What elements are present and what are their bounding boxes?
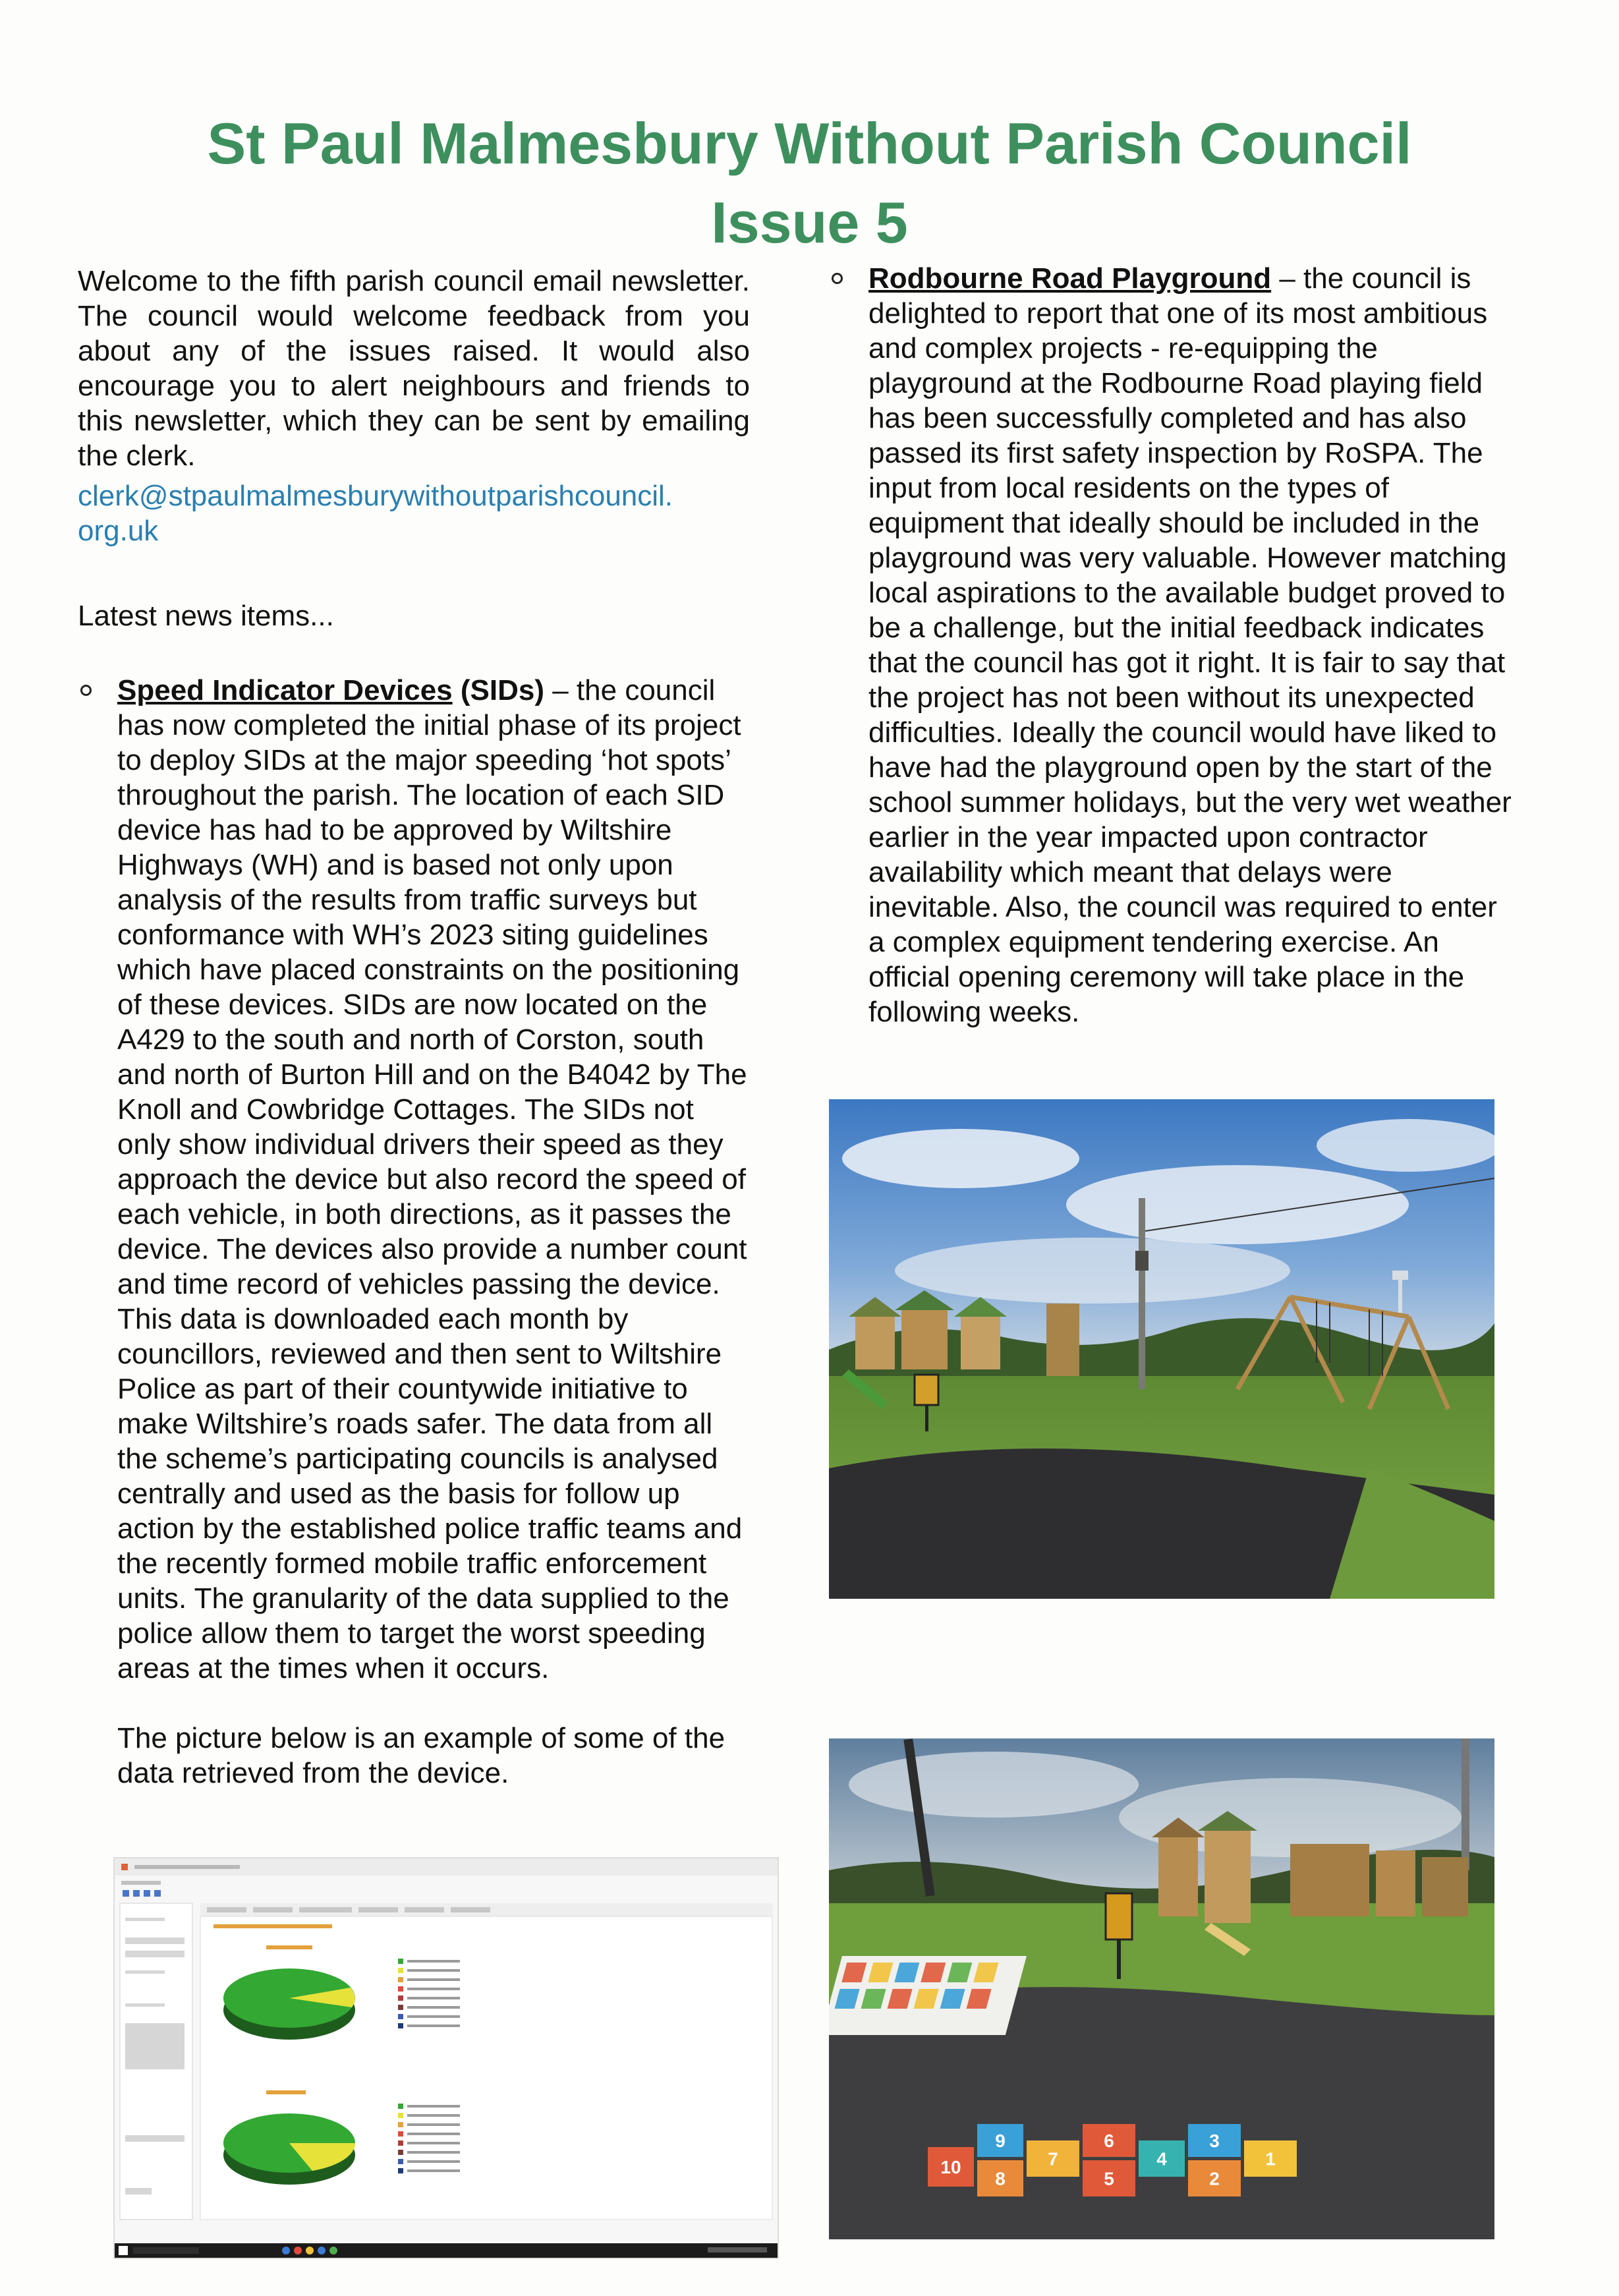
legend-text-line [407,1988,460,1990]
legend-swatch [398,1977,403,1982]
right-column [829,261,1521,1029]
email-line-2: org.uk [78,515,159,547]
legend-swatch [398,2150,403,2155]
playground-swings-photo [829,1099,1494,1599]
hopscotch-number: 1 [1265,2148,1276,2169]
sids-heading-suffix: (SIDs) [452,674,545,706]
legend-text-line [407,1978,460,1981]
news-item-playground [829,261,1521,1029]
legend-text-line [407,2114,460,2117]
hopscotch-number: 2 [1209,2168,1220,2189]
email-line-1: clerk@stpaulmalmesburywithoutparishcouncil. [78,480,673,512]
legend-swatch [398,1995,403,2001]
legend-text-line [407,2169,460,2172]
legend-text-line [407,2123,460,2126]
playground-body: – the council is delighted to report that one of its most ambitious and complex projects - re-equipping the playground at the Rodbourne Road playing field has been successfully completed and has also passed its first safety inspection by RoSPA. The input from local residents on the types of equipment that ideally should be included in the playground was very valuable. However matching local aspirations to the available budget proved to be a challenge, but the initial feedback indicates that the council has got it right. It is fair to say that the project has not been without its unexpected difficulties. Ideally the council would have liked to have had the playground open by the start of the school summer holidays, but the very wet weather earlier in the year impacted upon contractor availability which meant that delays were inevitable. Also, the council was required to enter a complex equipment tendering exercise. An official opening ceremony will take place in the following weeks. [868,262,1512,1028]
latest-news-label: Latest news items... [78,600,334,632]
legend-text-line [407,2006,460,2009]
legend-swatch [398,1986,403,1992]
welcome-paragraph: Welcome to the fifth parish council email newsletter. The council would welcome feedback from you about any of the issues raised. It would also encourage you to alert neighbours and friends to this newsletter, which they can be sent by emailing the clerk. [78,265,750,472]
newsletter-title: St Paul Malmesbury Without Parish Council [207,111,1412,176]
legend-swatch [398,2122,403,2127]
sids-body: – the council has now completed the initial phase of its project to deploy SIDs at the major speeding ‘hot spots’ throughout the parish. The location of each SID device has had to be approved by Wiltshire Highways (WH) and is based not only upon analysis of the results from traffic surveys but conformance with WH’s 2023 siting guidelines which have placed constraints on the positioning of these devices. SIDs are now located on the A429 to the south and north of Corston, south and north of Burton Hill and on the B4042 by The Knoll and Cowbridge Cottages. The SIDs not only show individual drivers their speed as they approach the device but also record the speed of each vehicle, in both directions, as it passes the device. The devices also provide a number count and time record of vehicles passing the device. This data is downloaded each month by councillors, reviewed and then sent to Wiltshire Police as part of their countywide initiative to make Wiltshire’s roads safer. The data from all the scheme’s participating councils is analysed centrally and used as the basis for follow up action by the established police traffic teams and the recently formed mobile traffic enforcement units. The granularity of the data supplied to the police allow them to target the worst speeding areas at the times when it occurs. [117,674,747,1684]
legend-text-line [407,1997,460,1999]
legend-swatch [398,2113,403,2118]
sid-data-software-screenshot [113,1857,779,2259]
sids-paragraph [117,673,750,1686]
legend-text-line [407,2015,460,2018]
hollow-bullet-icon [80,685,92,696]
clerk-email-link[interactable] [78,478,750,548]
legend-text-line [407,2105,460,2108]
legend-swatch [398,2104,403,2109]
legend-swatch [398,2159,403,2164]
legend-text-line [407,2024,460,2027]
legend-text-line [407,2142,460,2144]
hopscotch-number: 7 [1048,2148,1058,2169]
legend-swatch [398,1959,403,1964]
legend-swatch [398,2140,403,2146]
news-item-sids [78,673,750,1791]
legend-swatch [398,2014,403,2019]
hopscotch-number: 3 [1209,2131,1220,2151]
playground-heading: Rodbourne Road Playground [868,262,1272,295]
legend-swatch [398,2005,403,2010]
hollow-bullet-icon [832,273,843,284]
hopscotch-number: 6 [1104,2131,1114,2151]
legend-text-line [407,2160,460,2163]
hopscotch-number: 5 [1104,2168,1114,2189]
legend-text-line [407,2151,460,2154]
playground-hopscotch-photo [829,1738,1494,2239]
legend-swatch [398,2168,403,2173]
legend-swatch [398,2131,403,2137]
issue-number: Issue 5 [711,190,908,255]
sids-heading: Speed Indicator Devices [117,674,453,706]
hopscotch-number: 8 [995,2168,1006,2189]
legend-text-line [407,1969,460,1972]
hopscotch-number: 4 [1156,2148,1167,2169]
legend-text-line [407,2133,460,2135]
left-column [78,264,750,1791]
picture-note: The picture below is an example of some of the data retrieved from the device. [117,1722,725,1789]
legend-swatch [398,1968,403,1973]
legend-text-line [407,1960,460,1963]
hopscotch-number: 10 [940,2157,961,2177]
hopscotch-number: 9 [995,2131,1006,2151]
playground-paragraph [868,261,1521,1029]
legend-swatch [398,2023,403,2028]
